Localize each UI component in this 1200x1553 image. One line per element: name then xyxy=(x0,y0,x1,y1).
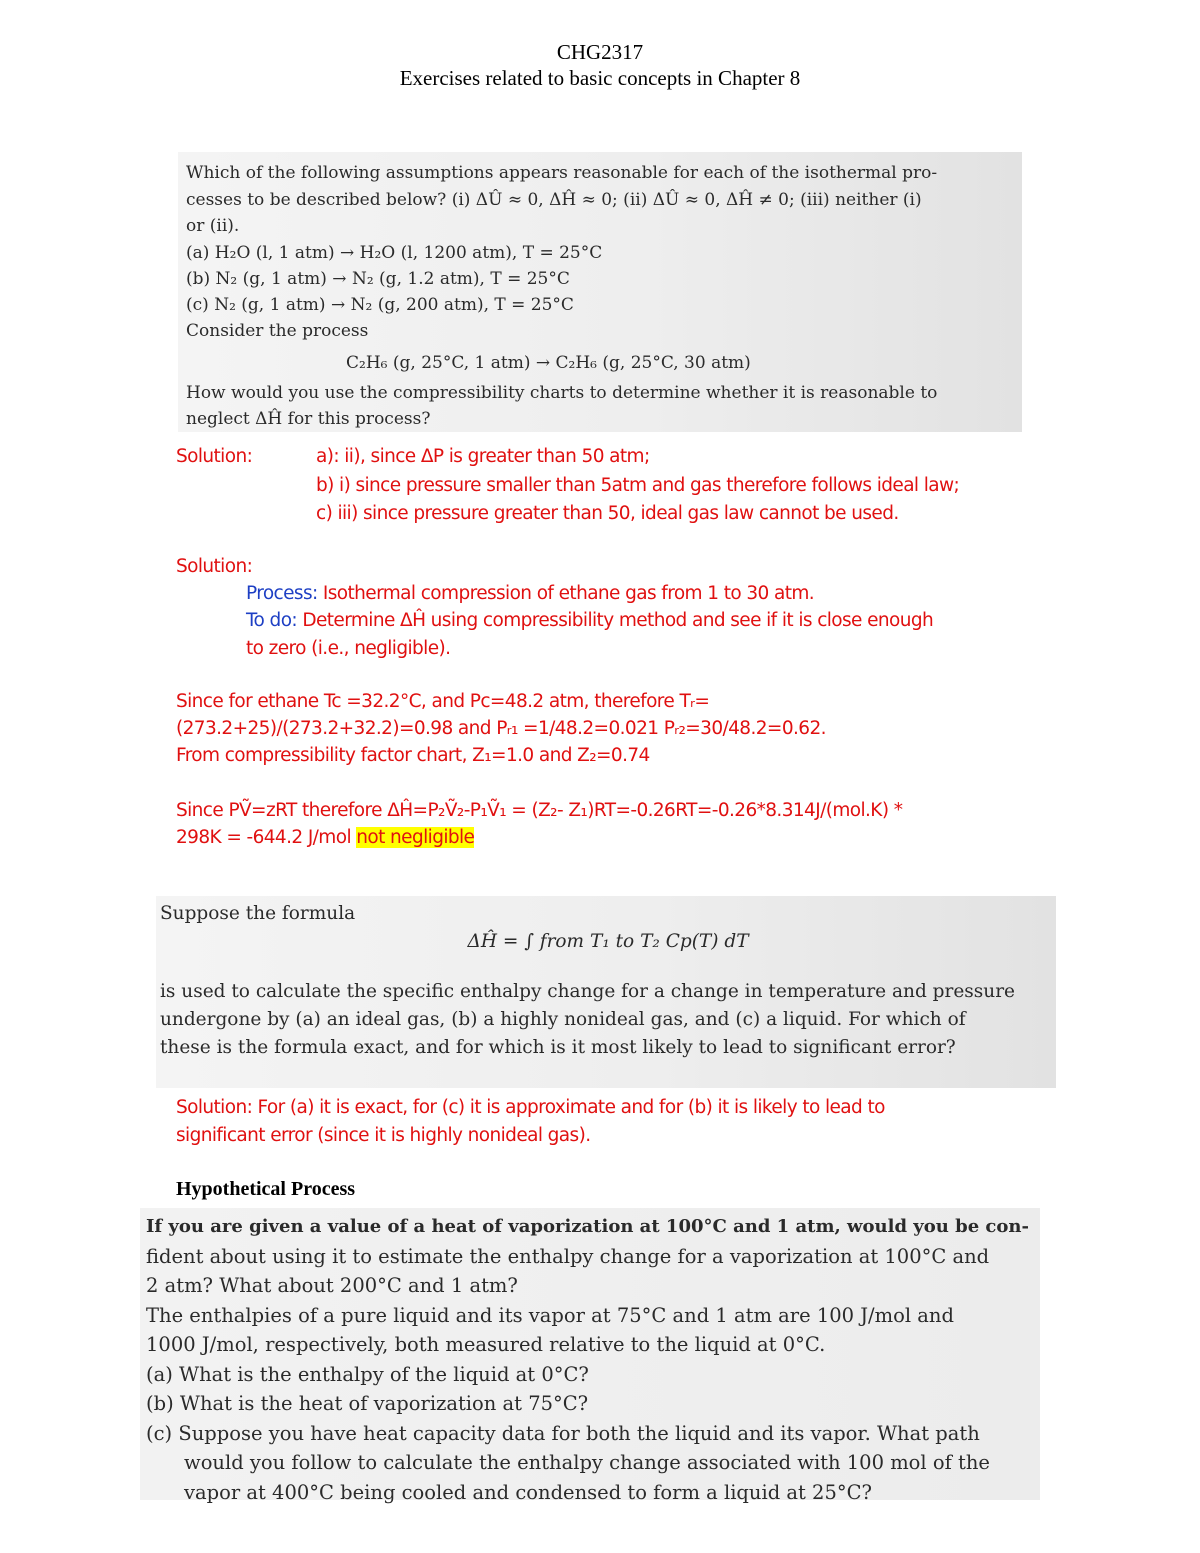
q3-part-c-cont: vapor at 400°C being cooled and condensed to form a liquid at 25°C? xyxy=(184,1480,872,1504)
question-1-scan xyxy=(178,152,1022,432)
q2-formula: ΔĤ = ∫ from T₁ to T₂ Cp(T) dT xyxy=(467,931,749,952)
solution-1-b: b) i) since pressure smaller than 5atm and gas therefore follows ideal law; xyxy=(316,475,960,496)
solution-2-line: (273.2+25)/(273.2+32.2)=0.98 and Pᵣ₁ =1/48.2=0.021 Pᵣ₂=30/48.2=0.62. xyxy=(176,718,826,739)
q1-consider: Consider the process xyxy=(186,320,369,341)
todo-label: To do: xyxy=(246,610,298,631)
q3-line: 2 atm? What about 200°C and 1 atm? xyxy=(146,1274,518,1297)
solution-1-a: a): ii), since ΔP is greater than 50 atm; xyxy=(316,446,650,467)
q1-process: C₂H₆ (g, 25°C, 1 atm) → C₂H₆ (g, 25°C, 30 atm) xyxy=(346,352,751,373)
q1-part-b: (b) N₂ (g, 1 atm) → N₂ (g, 1.2 atm), T = 25°C xyxy=(186,268,570,289)
todo-text: Determine ΔĤ using compressibility method and see if it is close enough xyxy=(302,610,934,631)
solution-1-label: Solution: xyxy=(176,446,253,467)
q1-part-a: (a) H₂O (l, 1 atm) → H₂O (l, 1200 atm), T = 25°C xyxy=(186,242,603,263)
q1-line: Which of the following assumptions appears reasonable for each of the isothermal pro- xyxy=(186,163,938,183)
course-code: CHG2317 xyxy=(556,40,644,64)
question-3-scan xyxy=(140,1208,1040,1504)
solution-2-line: Since for ethane Tc =32.2°C, and Pc=48.2 atm, therefore Tᵣ= xyxy=(176,691,710,712)
q2-intro: Suppose the formula xyxy=(160,903,356,924)
q3-line: If you are given a value of a heat of vaporization at 100°C and 1 atm, would you be con- xyxy=(146,1216,1029,1237)
q3-part-b: (b) What is the heat of vaporization at 75°C? xyxy=(146,1392,589,1415)
solution-2-todo-cont: to zero (i.e., negligible). xyxy=(246,638,451,659)
solution-3-line: significant error (since it is highly nonideal gas). xyxy=(176,1125,591,1146)
solution-2-line: Since PṼ=zRT therefore ΔĤ=P₂Ṽ₂-P₁Ṽ₁ = (Z₂- Z₁)RT=-0.26RT=-0.26*8.314J/(mol.K) * xyxy=(176,800,903,821)
q1-ask: neglect ΔĤ for this process? xyxy=(186,408,431,429)
process-text: Isothermal compression of ethane gas from 1 to 30 atm. xyxy=(322,583,815,604)
solution-2-result xyxy=(176,827,474,848)
solution-3-line: Solution: For (a) it is exact, for (c) it is approximate and for (b) it is likely to lead to xyxy=(176,1097,885,1118)
page-title: Exercises related to basic concepts in Chapter 8 xyxy=(399,66,801,90)
q3-line: The enthalpies of a pure liquid and its vapor at 75°C and 1 atm are 100 J/mol and xyxy=(146,1303,954,1327)
q1-line: or (ii). xyxy=(186,216,240,236)
q1-line: cesses to be described below? (i) ΔÛ ≈ 0, ΔĤ ≈ 0; (ii) ΔÛ ≈ 0, ΔĤ ≠ 0; (iii) neither (i) xyxy=(186,189,922,210)
solution-1-c: c) iii) since pressure greater than 50, ideal gas law cannot be used. xyxy=(316,503,899,524)
q3-part-c-cont: would you follow to calculate the enthalpy change associated with 100 mol of the xyxy=(184,1451,990,1474)
q2-line: these is the formula exact, and for which is it most likely to lead to significant error? xyxy=(160,1037,956,1058)
q3-line: fident about using it to estimate the enthalpy change for a vaporization at 100°C and xyxy=(146,1244,990,1268)
solution-2-label: Solution: xyxy=(176,556,253,577)
q2-line: is used to calculate the specific enthalpy change for a change in temperature and pressure xyxy=(160,981,1015,1002)
q1-ask: How would you use the compressibility charts to determine whether it is reasonable to xyxy=(186,382,938,403)
q3-part-c: (c) Suppose you have heat capacity data for both the liquid and its vapor. What path xyxy=(146,1421,980,1445)
question-2-scan xyxy=(156,896,1056,1088)
result-text: 298K = -644.2 J/mol xyxy=(176,827,351,848)
q1-part-c: (c) N₂ (g, 1 atm) → N₂ (g, 200 atm), T = 25°C xyxy=(186,294,574,315)
highlight-not-negligible: not negligible xyxy=(356,827,475,848)
q3-part-a: (a) What is the enthalpy of the liquid at 0°C? xyxy=(146,1362,589,1386)
solution-2-todo xyxy=(246,610,933,631)
process-label: Process: xyxy=(246,583,318,604)
q2-line: undergone by (a) an ideal gas, (b) a highly nonideal gas, and (c) a liquid. For which of xyxy=(160,1009,966,1030)
hypothetical-process-heading: Hypothetical Process xyxy=(176,1178,356,1200)
solution-2-process xyxy=(246,583,814,604)
solution-2-line: From compressibility factor chart, Z₁=1.0 and Z₂=0.74 xyxy=(176,745,650,766)
q3-line: 1000 J/mol, respectively, both measured relative to the liquid at 0°C. xyxy=(146,1333,826,1356)
